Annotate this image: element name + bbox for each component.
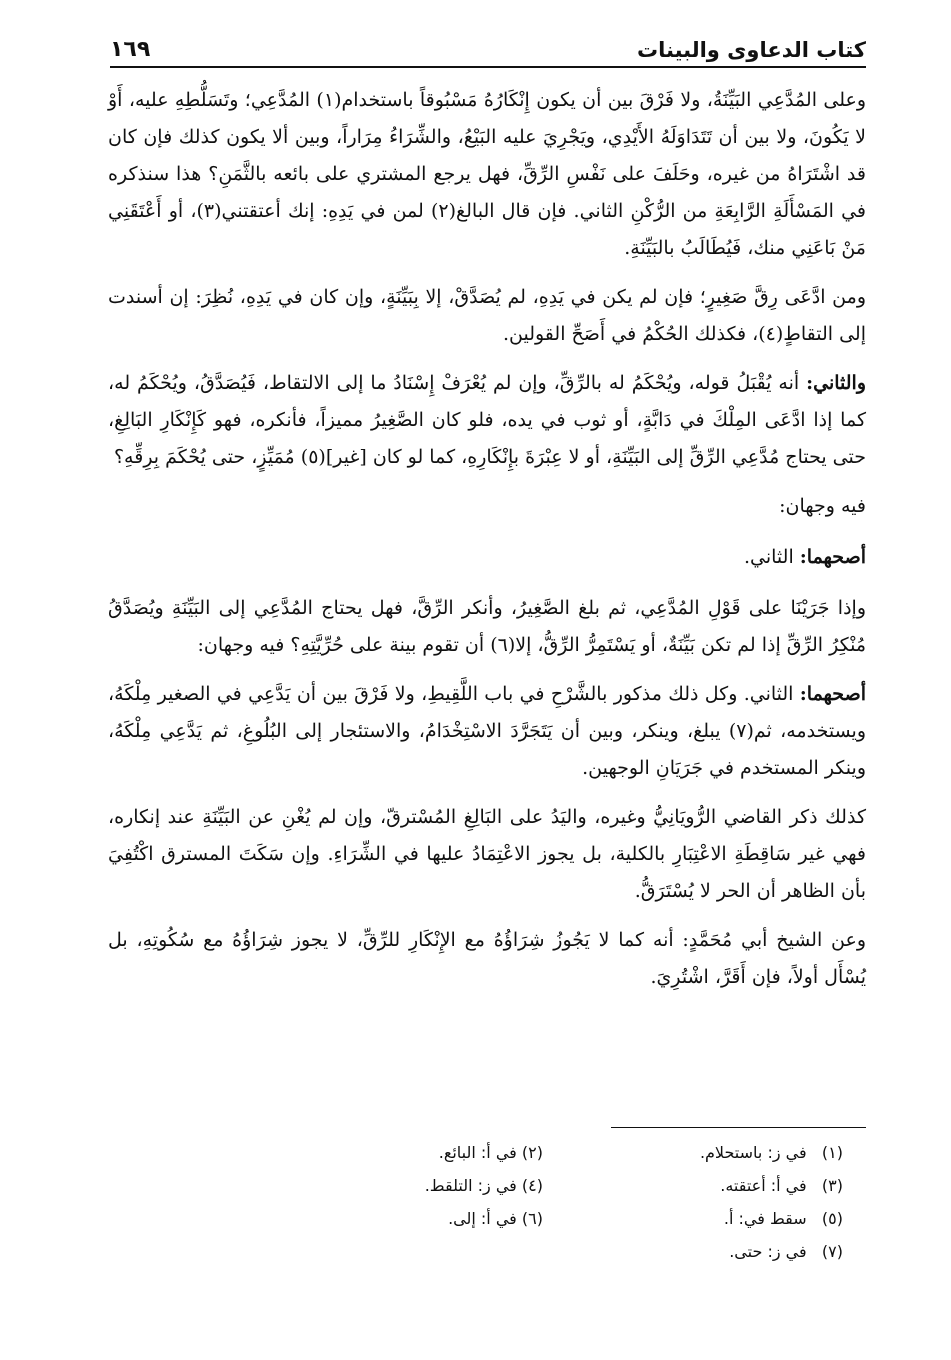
footnote-number: (٥) bbox=[821, 1209, 843, 1228]
footnote-text: في ز: التلقط. bbox=[424, 1176, 517, 1195]
paragraph-text: كذلك ذكر القاضي الرُّويَانِيُّ وغيره، واليَدُ على البَالِغِ المُسْترقّ، وإن لم يُغْنِ عن البَيِّنَةِ عند إنكاره، فهي غير سَاقِطَةِ الاعْتِبَارِ بالكلية، بل يجوز الاعْتِمَادُ عليها في الشِّرَاءِ. وإن سَكَتَ المسترق اكْتُفِيَ بأن الظاهر أن الحر لا يُسْتَرَقُّ. bbox=[108, 806, 866, 902]
paragraph-text: وعن الشيخ أبي مُحَمَّدٍ: أنه كما لا يَجُوزُ شِرَاؤُهُ مع الإِنْكَارِ للرِّقِّ، لا يجوز شِرَاؤُهُ مع سُكُوتِهِ، بل يُسْأَل أولاً، فإن أَقَرَّ، اشْتُرِيَ. bbox=[108, 929, 866, 988]
paragraph bbox=[108, 799, 866, 910]
paragraph bbox=[108, 279, 866, 353]
paragraph bbox=[108, 539, 866, 576]
paragraph bbox=[108, 82, 866, 267]
page-header bbox=[110, 28, 866, 68]
page-number: ١٦٩ bbox=[110, 37, 151, 62]
footnote-text: في ز: باستحلام. bbox=[699, 1143, 807, 1162]
paragraph bbox=[108, 488, 866, 525]
footnote-7 bbox=[583, 1235, 843, 1268]
footnote-text: في أ: أعتقته. bbox=[720, 1176, 807, 1195]
paragraph-text: الثاني. bbox=[743, 546, 800, 568]
paragraph bbox=[108, 365, 866, 476]
paragraph-text: أنه يُقْبَلُ قوله، ويُحْكَمُ له بالرِّقِّ، وإن لم يُعْرَفْ إِسْنَادُ ما إلى الالتقاط، فَيُصَدَّقُ، ويُحْكَمُ له، كما إذا ادَّعَى المِلْكَ في دَابَّةٍ، أو ثوب في يده، فلو كان الصَّغِيرُ مميزاً، فأنكره، فهو كَإِنْكَارِ البَالِغِ، حتى يحتاج مُدَّعِي الرِّقِّ إلى البَيِّنَةِ، أو لا عِبْرَةَ بإِنْكَارِهِ، كما لو كان [غير](٥) مُمَيِّزٍ، حتى يُحْكَمَ بِرِقِّهِ؟ bbox=[108, 372, 866, 468]
paragraph bbox=[108, 922, 866, 996]
footnote-number: (٦) bbox=[521, 1209, 543, 1228]
footnote-text: سقط في: أ. bbox=[723, 1209, 807, 1228]
paragraph-lead: والثاني: bbox=[806, 372, 866, 394]
footnote-number: (٣) bbox=[821, 1176, 843, 1195]
paragraph bbox=[108, 676, 866, 787]
footnote-divider bbox=[611, 1127, 866, 1128]
paragraph-lead: أصحهما: bbox=[799, 546, 866, 568]
footnote-4 bbox=[283, 1169, 543, 1202]
footnote-1 bbox=[583, 1136, 843, 1169]
footnote-number: (٤) bbox=[521, 1176, 543, 1195]
footnote-text: في أ: البائع. bbox=[438, 1143, 517, 1162]
paragraph bbox=[108, 590, 866, 664]
paragraph-text: ومن ادَّعَى رِقَّ صَغِيرٍ؛ فإن لم يكن في يَدِهِ، لم يُصَدَّقْ، إلا بِبَيِّنَةٍ، وإن كان في يَدِهِ، نُظِرَ: إن أسندت إلى التقاطٍ(٤)، فكذلك الحُكْمُ في أَصَحِّ القولين. bbox=[108, 286, 866, 345]
footnote-6 bbox=[283, 1202, 543, 1235]
footnote-text: في أ: إلى. bbox=[448, 1209, 517, 1228]
footnotes bbox=[283, 1136, 843, 1268]
paragraph-text: وعلى المُدَّعِي البَيِّنَةُ، ولا فَرْقَ بين أن يكون إِنْكَارُهُ مَسْبُوقاً باستخدام(١) المُدَّعِي؛ وتَسَلُّطِهِ عليه، أَوْ لا يَكُونَ، ولا بين أن تَتَدَاوَلَهُ الأَيْدِي، ويَجْرِيَ عليه البَيْعُ، والشِّرَاءُ مِرَاراً، وبين ألا يكون كذلك فإن كان قد اشْتَرَاهُ من غيره، وحَلَفَ على نَفْسِ الرِّقِّ، فهل يرجع المشتري على بائعه بالثَّمَنِ؟ هذا سنذكره في المَسْأَلَةِ الرَّابِعَةِ من الرُّكْنِ الثاني. فإن قال البالغ(٢) لمن في يَدِهِ: إنك أعتقتني(٣)، أو أَعْتَقَنِي مَنْ بَاعَنِي منك، فَيُطَالَبُ بالبَيِّنَةِ. bbox=[108, 89, 867, 259]
footnote-number: (١) bbox=[821, 1143, 843, 1162]
paragraph-text: فيه وجهان: bbox=[779, 495, 866, 517]
footnote-2 bbox=[283, 1136, 543, 1169]
main-text bbox=[108, 82, 866, 1008]
paragraph-lead: أصحهما: bbox=[799, 683, 866, 705]
footnote-5 bbox=[583, 1202, 843, 1235]
footnote-3 bbox=[583, 1169, 843, 1202]
paragraph-text: الثاني. وكل ذلك مذكور بالشَّرْحِ في باب اللَّقِيطِ، ولا فَرْقَ بين أن يَدَّعِي في الصغير مِلْكَهُ، ويستخدمه، ثم(٧) يبلغ، وينكر، وبين أن يَتَجَرَّدَ الاسْتِخْدَامُ، والاستئجار إلى البُلُوغِ، ثم يَدَّعِي مِلْكَهُ، وينكر المستخدم في جَرَيَانِ الوجهين. bbox=[108, 683, 866, 779]
paragraph-text: وإذا جَرَيْنَا على قَوْلِ المُدَّعِي، ثم بلغ الصَّغِيرُ، وأنكر الرِّقَّ، فهل يحتاج المُدَّعِي إلى البَيِّنَةِ ويُصَدَّقُ مُنْكِرُ الرِّقِّ إذا لم تكن بَيِّنَةٌ، أو يَسْتَمِرُّ الرِّقُّ، إلا(٦) أن تقوم بينة على حُرِّيَّتِهِ؟ فيه وجهان: bbox=[108, 597, 866, 656]
footnote-number: (٢) bbox=[521, 1143, 543, 1162]
footnote-text: في ز: حتى. bbox=[729, 1242, 807, 1261]
footnote-number: (٧) bbox=[821, 1242, 843, 1261]
running-title: كتاب الدعاوى والبينات bbox=[637, 38, 866, 62]
